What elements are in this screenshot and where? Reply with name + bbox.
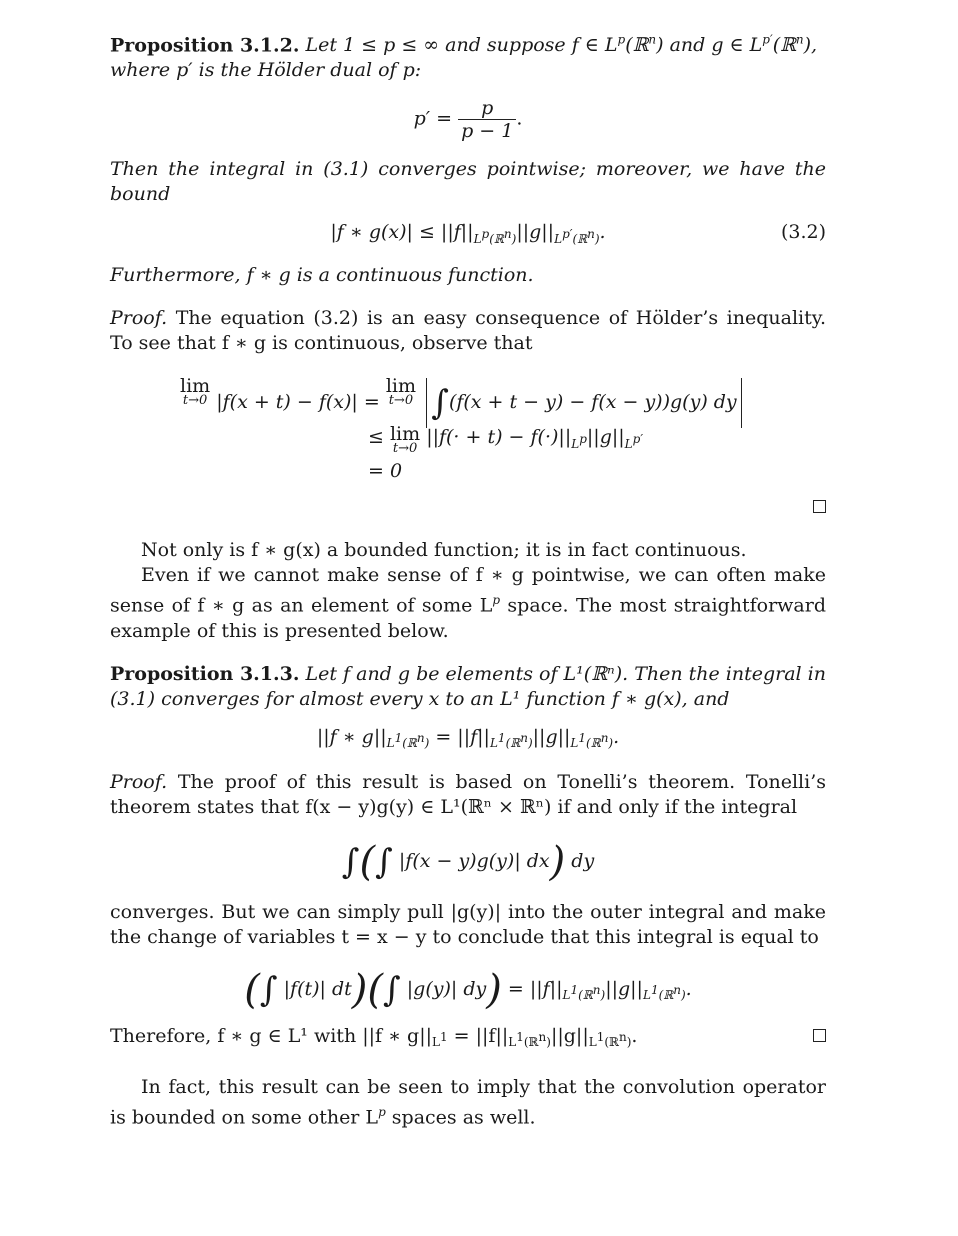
closing-paragraph: In fact, this result can be seen to imply that the convolution operator is bounded on some other $L^p$ spaces as well. <box>110 1076 826 1129</box>
product-integrals: (∫ |f(t)| dt)(∫ |g(y)| $dy) = ||f||_{L^1(ℝ^n)}||g||_{L^1(ℝ^n)}$. <box>244 966 692 1013</box>
qed-box <box>813 500 826 513</box>
therefore-row <box>110 1024 826 1056</box>
holder-dual-equation: p′ = $\frac{p}{p - 1}$ . <box>413 97 523 143</box>
limit-row-2: ≤ lim t→0 $||f(\cdot + t) - f(\cdot)||_{L^p}||g||_{L^{p'}}$ <box>368 423 644 457</box>
page <box>110 28 826 1131</box>
proof-1 <box>110 306 826 356</box>
qed-box <box>813 1029 826 1042</box>
l1-norm-equation: ||f ∗ $g||_{L^1(ℝ^n)} = ||f||_{L^1(ℝ^n)}||g||_{L^1(ℝ^n)}$. <box>316 725 620 751</box>
proof-2-continued: converges. But we can simply pull |g(y)| into the outer integral and make the change of variables t = x − y to conclude that this integral is equal to <box>110 900 826 948</box>
proposition-statement: Let 1 ≤ p ≤ ∞ and suppose f ∈ $L^p(ℝ^n)$ and g ∈ $L^{p'}(ℝ^n)$, where p′ is the Hölder dual of p: <box>110 33 818 82</box>
proof-label: Proof. <box>110 770 168 793</box>
therefore-line: Therefore, f ∗ g ∈ L¹ with ||f ∗ $g||_{L^1} = ||f||_{L^1(ℝ^n)}||g||_{L^1(ℝ^n)}$. <box>110 1024 638 1050</box>
proof-2 <box>110 770 826 820</box>
proposition-label: Proposition 3.1.2. <box>110 34 300 57</box>
proposition-statement: Let f and g be elements of L¹(ℝⁿ). Then the integral in (3.1) converges for almost every x to an L¹ function f ∗ g(x), and <box>110 662 826 710</box>
proof-label: Proof. <box>110 307 168 330</box>
proposition-3-1-3 <box>110 662 826 712</box>
double-integral: ∫(∫ |f(x − y)g(y)| dx) dy <box>341 838 595 885</box>
proposition-3-1-2 <box>110 28 826 83</box>
then-line: Then the integral in (3.1) converges pointwise; moreover, we have the bound <box>110 158 826 206</box>
proof-1-text: The equation (3.2) is an easy consequence of Hölder’s inequality. To see that f ∗ g is continuous, observe that <box>110 307 826 355</box>
proposition-label: Proposition 3.1.3. <box>110 662 300 685</box>
bound-equation: |f ∗ $g(x)| \le ||f||_{L^p(ℝ^n)}||g||_{L^{p'}(ℝ^n)}$. (3.2) <box>330 221 826 247</box>
qed-row-1 <box>110 498 826 520</box>
remark-1: Not only is f ∗ g(x) a bounded function; it is in fact continuous. <box>141 539 747 562</box>
remark-2: Even if we cannot make sense of f ∗ g pointwise, we can often make sense of f ∗ g as an element of some $L^p$ space. The most straightforward example of this is presented below. <box>110 564 826 642</box>
limit-derivation <box>180 370 826 482</box>
limit-row-1: lim t→0 |f(x + t) − f(x)| = lim t→0 ∫(f(x + t − y) − f(x − y))g(y) dy <box>180 378 746 428</box>
equation-number: (3.2) <box>780 221 826 244</box>
furthermore-line: Furthermore, f ∗ g is a continuous function. <box>110 264 534 287</box>
proof-2-text: The proof of this result is based on Tonelli’s theorem. Tonelli’s theorem states that f(x − y)g(y) ∈ L¹(ℝⁿ × ℝⁿ) if and only if the integral <box>110 770 827 818</box>
fraction: $\frac{p}{p - 1}$ <box>458 97 516 142</box>
limit-row-3: = 0 <box>368 460 403 483</box>
